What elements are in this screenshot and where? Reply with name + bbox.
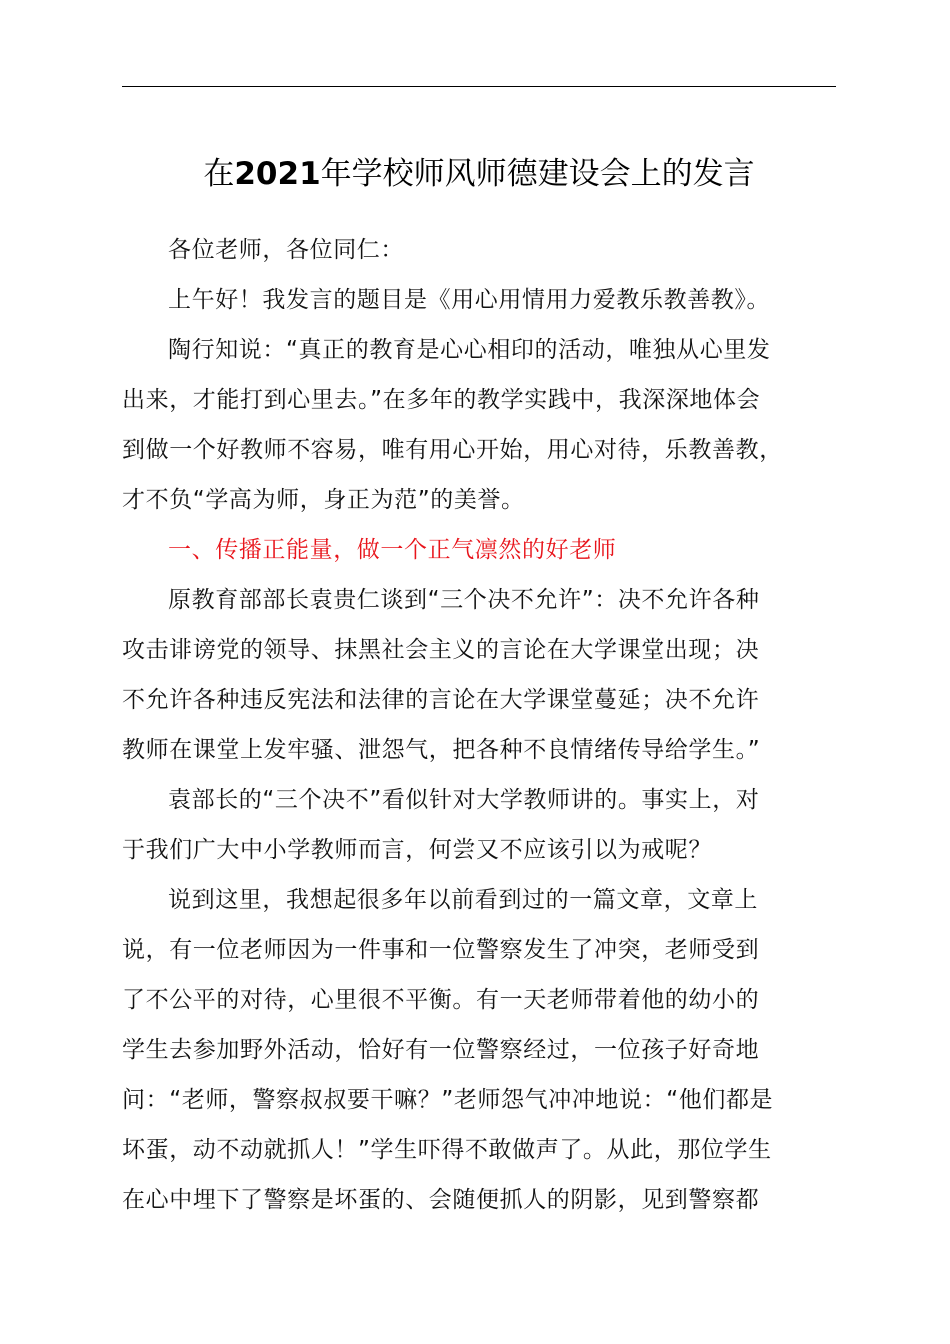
text-line: 于我们广大中小学教师而言，何尝又不应该引以为戒呢？ [122, 837, 712, 863]
text-line: 在心中埋下了警察是坏蛋的、会随便抓人的阴影，见到警察都 [122, 1187, 760, 1213]
text-line: 才不负“学高为师，身正为范”的美誉。 [122, 487, 525, 513]
text-line: 各位老师，各位同仁： [168, 237, 404, 263]
text-line: 到做一个好教师不容易，唯有用心开始，用心对待，乐教善教， [122, 437, 783, 463]
section-heading-1 [122, 525, 836, 575]
text-line: 说到这里，我想起很多年以前看到过的一篇文章，文章上 [168, 887, 758, 913]
text-line: 教师在课堂上发牢骚、泄怨气，把各种不良情绪传导给学生。” [122, 737, 761, 763]
text-line: 上午好！我发言的题目是《用心用情用力爱教乐教善教》。 [168, 287, 771, 313]
text-line: 说，有一位老师因为一件事和一位警察发生了冲突，老师受到 [122, 937, 760, 963]
paragraph-opening [122, 275, 836, 325]
paragraph-story [122, 875, 836, 1225]
title-year: 2021 [234, 156, 321, 192]
title-prefix: 在 [203, 156, 235, 192]
text-line: 原教育部部长袁贵仁谈到“三个决不允许”：决不允许各种 [168, 587, 760, 613]
text-line: 学生去参加野外活动，恰好有一位警察经过，一位孩子好奇地 [122, 1037, 760, 1063]
page-title [122, 152, 836, 196]
header-rule [122, 86, 836, 87]
section-heading-text: 一、传播正能量，做一个正气凛然的好老师 [168, 537, 617, 563]
text-line: 不允许各种违反宪法和法律的言论在大学课堂蔓延；决不允许 [122, 687, 760, 713]
paragraph-reflection [122, 775, 836, 875]
paragraph-three-nevers [122, 575, 836, 775]
paragraph-quote-tao [122, 325, 836, 525]
document-body [122, 225, 836, 1225]
title-suffix: 年学校师风师德建设会上的发言 [320, 156, 755, 192]
text-line: 了不公平的对待，心里很不平衡。有一天老师带着他的幼小的 [122, 987, 760, 1013]
paragraph-greeting [122, 225, 836, 275]
text-line: 出来，才能打到心里去。”在多年的教学实践中，我深深地体会 [122, 387, 761, 413]
text-line: 陶行知说：“真正的教育是心心相印的活动，唯独从心里发 [168, 337, 771, 363]
text-line: 问：“老师，警察叔叔要干嘛？”老师怨气冲冲地说：“他们都是 [122, 1087, 774, 1113]
text-line: 攻击诽谤党的领导、抹黑社会主义的言论在大学课堂出现；决 [122, 637, 760, 663]
text-line: 坏蛋，动不动就抓人！”学生吓得不敢做声了。从此，那位学生 [122, 1137, 772, 1163]
text-line: 袁部长的“三个决不”看似针对大学教师讲的。事实上，对 [168, 787, 760, 813]
